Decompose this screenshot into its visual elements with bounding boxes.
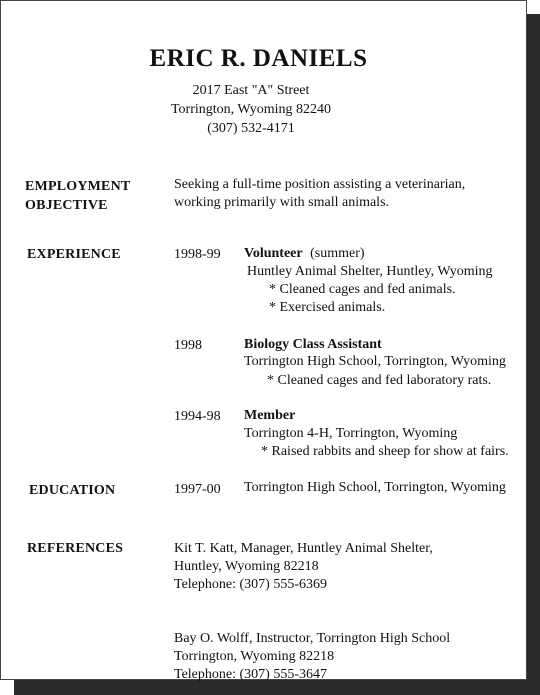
job-duty: * Cleaned cages and fed animals. [269, 282, 456, 297]
job-duty: * Cleaned cages and fed laboratory rats. [267, 373, 492, 388]
reference-line: Huntley, Wyoming 82218 [174, 559, 319, 574]
job-organization: Huntley Animal Shelter, Huntley, Wyoming [247, 264, 493, 279]
job-note: (summer) [310, 246, 365, 261]
job-years: 1994-98 [174, 409, 221, 424]
job-years: 1998-99 [174, 247, 221, 262]
job-title-line [244, 246, 365, 262]
phone-number: (307) 532-4171 [207, 121, 295, 136]
job-title: Member [244, 408, 296, 423]
education-years: 1997-00 [174, 482, 221, 497]
objective-heading-line-2: OBJECTIVE [25, 198, 108, 213]
job-title: Biology Class Assistant [244, 337, 382, 352]
experience-heading: EXPERIENCE [27, 247, 121, 262]
reference-line: Telephone: (307) 555-3647 [174, 667, 327, 682]
job-organization: Torrington 4-H, Torrington, Wyoming [244, 426, 458, 441]
objective-text-line-2: working primarily with small animals. [174, 195, 390, 210]
education-heading: EDUCATION [29, 483, 116, 498]
education-school: Torrington High School, Torrington, Wyoming [244, 480, 506, 495]
address-line-2: Torrington, Wyoming 82240 [170, 102, 332, 117]
job-duty: * Exercised animals. [269, 300, 386, 315]
job-duty: * Raised rabbits and sheep for show at fairs. [261, 444, 509, 459]
address-line-1: 2017 East "A" Street [192, 83, 310, 98]
job-organization: Torrington High School, Torrington, Wyoming [244, 354, 506, 369]
reference-line: Kit T. Katt, Manager, Huntley Animal Shelter, [174, 541, 433, 556]
reference-line: Bay O. Wolff, Instructor, Torrington High School [174, 631, 451, 646]
reference-line: Torrington, Wyoming 82218 [174, 649, 335, 664]
job-years: 1998 [174, 338, 202, 353]
objective-text-line-1: Seeking a full-time position assisting a veterinarian, [174, 177, 466, 192]
applicant-name: ERIC R. DANIELS [149, 45, 368, 72]
objective-heading-line-1: EMPLOYMENT [25, 179, 131, 194]
reference-line: Telephone: (307) 555-6369 [174, 577, 327, 592]
job-title: Volunteer [244, 246, 303, 261]
references-heading: REFERENCES [27, 541, 124, 556]
